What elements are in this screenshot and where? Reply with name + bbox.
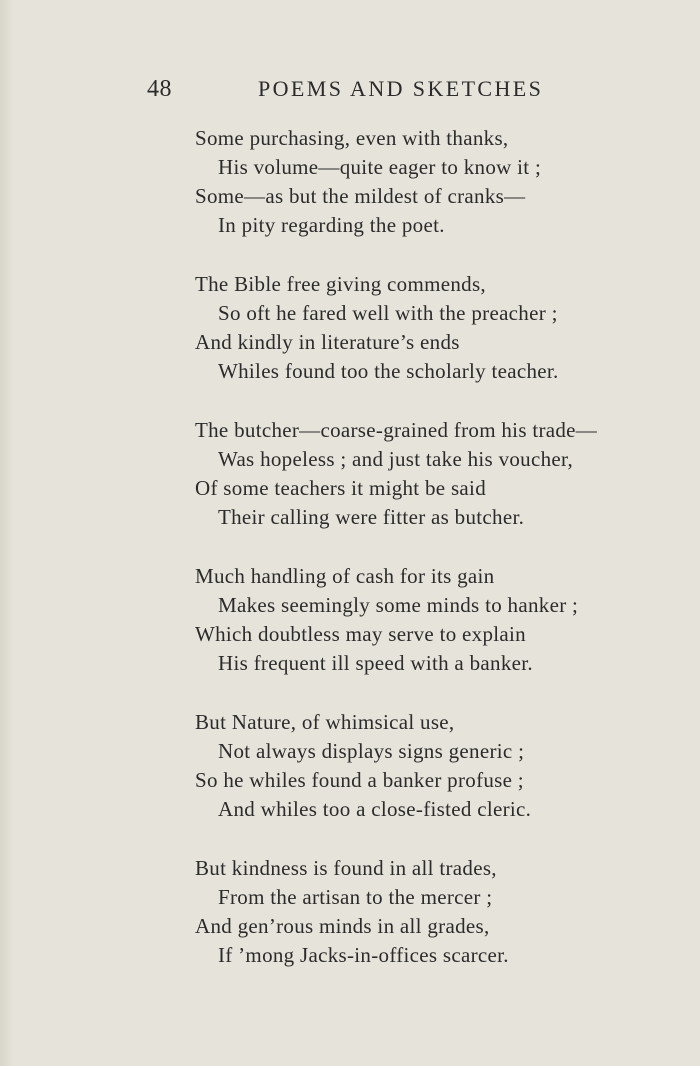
poem-line: His frequent ill speed with a banker.: [218, 651, 533, 675]
poem-line: And whiles too a close-fisted cleric.: [218, 797, 532, 821]
stanza-3: [195, 416, 675, 562]
poem-line: So oft he fared well with the preacher ;: [218, 301, 558, 325]
poem-line: The Bible free giving commends,: [195, 272, 486, 296]
running-title: POEMS AND SKETCHES: [258, 76, 544, 101]
poem-line: Of some teachers it might be said: [195, 476, 486, 500]
poem-line: The butcher—coarse-grained from his trade—: [195, 418, 598, 442]
poem-line: And kindly in literature’s ends: [195, 330, 460, 354]
poem: [195, 124, 675, 1000]
stanza-5: [195, 708, 675, 854]
poem-line: Was hopeless ; and just take his voucher,: [218, 447, 574, 471]
poem-line: From the artisan to the mercer ;: [218, 885, 493, 909]
poem-line: Their calling were fitter as butcher.: [218, 505, 525, 529]
poem-line: His volume—quite eager to know it ;: [218, 155, 542, 179]
poem-line: In pity regarding the poet.: [218, 213, 445, 237]
poem-line: Much handling of cash for its gain: [195, 564, 495, 588]
stanza-4: [195, 562, 675, 708]
stanza-6: [195, 854, 675, 1000]
stanza-2: [195, 270, 675, 416]
poem-line: Makes seemingly some minds to hanker ;: [218, 593, 579, 617]
stanza-1: [195, 124, 675, 270]
poem-line: So he whiles found a banker profuse ;: [195, 768, 524, 792]
page-header: [0, 76, 700, 108]
poem-line: Whiles found too the scholarly teacher.: [218, 359, 559, 383]
poem-line: Some purchasing, even with thanks,: [195, 126, 509, 150]
page-number: 48: [147, 76, 172, 102]
poem-line: Which doubtless may serve to explain: [195, 622, 526, 646]
poem-line: Not always displays signs generic ;: [218, 739, 525, 763]
poem-line: But kindness is found in all trades,: [195, 856, 497, 880]
poem-line: If ’mong Jacks-in-offices scarcer.: [218, 943, 509, 967]
poem-line: And gen’rous minds in all grades,: [195, 914, 490, 938]
poem-line: But Nature, of whimsical use,: [195, 710, 455, 734]
poem-line: Some—as but the mildest of cranks—: [195, 184, 526, 208]
